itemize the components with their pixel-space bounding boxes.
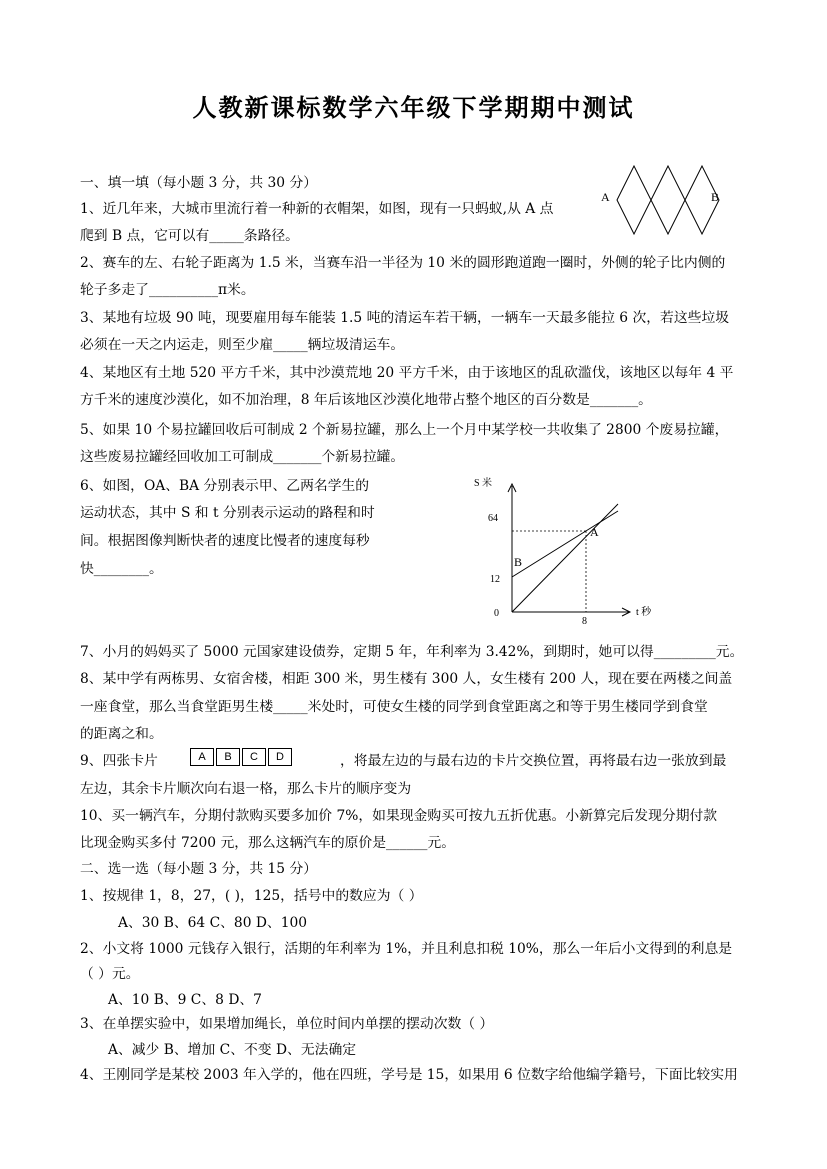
card-2: B [216, 748, 240, 766]
mc1-question: 1、按规律 1，8，27，( )，125，括号中的数应为（ ） [80, 888, 423, 904]
q8-line-1: 8、某中学有两栋男、女宿舍楼，相距 300 米，男生楼有 300 人，女生楼有 200 人，现在要在两楼之间盖 [80, 671, 733, 687]
q10-line-2: 比现金购买多付 7200 元，那么这辆汽车的原价是______元。 [80, 835, 456, 851]
line-oa [512, 504, 618, 612]
mc1-options: A、30 B、64 C、80 D、100 [118, 915, 308, 931]
point-a-label: A [601, 190, 610, 204]
q6-line-4: 快________。 [80, 561, 163, 577]
x-axis-label: t 秒 [636, 607, 652, 618]
y-tick-12: 12 [490, 574, 500, 585]
q2-line-1: 2、赛车的左、右轮子距离为 1.5 米，当赛车沿一半径为 10 米的圆形跑道跑一圈时，外侧的轮子比内侧的 [80, 255, 726, 271]
q3-line-1: 3、某地有垃圾 90 吨，现要雇用每车能装 1.5 吨的清运车若干辆，一辆车一天最多能拉 6 次，若这些垃圾 [80, 310, 730, 326]
rhombus-1 [617, 166, 651, 234]
rhombus-2 [651, 166, 685, 234]
q2-line-2: 轮子多走了__________π米。 [80, 282, 255, 298]
q6-line-1: 6、如图，OA、BA 分别表示甲、乙两名学生的 [80, 478, 370, 494]
q5-line-2: 这些废易拉罐经回收加工可制成_______个新易拉罐。 [80, 449, 405, 465]
mc2-options: A、10 B、9 C、8 D、7 [108, 992, 262, 1008]
mc4-question: 4、王刚同学是某校 2003 年入学的，他在四班，学号是 15，如果用 6 位数字给他编学籍号，下面比较实用 [80, 1067, 738, 1083]
q1-line-2: 爬到 B 点，它可以有_____条路径。 [80, 228, 299, 244]
section-1-heading: 一、填一填（每小题 3 分，共 30 分） [80, 175, 318, 191]
mc2-question-1: 2、小文将 1000 元钱存入银行，活期的年利率为 1%，并且利息扣税 10%，那么一年后小文得到的利息是 [80, 941, 733, 957]
point-a-label: A [590, 525, 599, 539]
q9-line-2: 左边，其余卡片顺次向右退一格，那么卡片的顺序变为 [80, 781, 412, 797]
q10-line-1: 10、买一辆汽车，分期付款购买要多加价 7%，如果现金购买可按九五折优惠。小新算完后发现分期付款 [80, 808, 718, 824]
motion-graph [470, 474, 670, 624]
line-ba [512, 511, 618, 577]
y-axis-label: S 米 [474, 478, 493, 489]
x-tick-8: 8 [582, 616, 587, 624]
point-b-label: B [514, 555, 523, 569]
q7-line: 7、小月的妈妈买了 5000 元国家建设债券，定期 5 年，年利率为 3.42%，到期时，她可以得_________元。 [80, 644, 744, 660]
q9-line-1b: ，将最左边的与最右边的卡片交换位置，再将最右边一张放到最 [340, 753, 727, 769]
mc3-question: 3、在单摆实验中，如果增加绳长，单位时间内单摆的摆动次数（ ） [80, 1016, 494, 1032]
mc2-question-2: （ ）元。 [80, 966, 140, 982]
q6-line-3: 间。根据图像判断快者的速度比慢者的速度每秒 [80, 533, 370, 549]
q5-line-1: 5、如果 10 个易拉罐回收后可制成 2 个新易拉罐，那么上一个月中某学校一共收集了 2800 个废易拉罐， [80, 422, 729, 438]
point-b-label: B [711, 190, 720, 204]
hat-rack-figure [595, 162, 730, 242]
card-3: C [242, 748, 266, 766]
card-4: D [268, 748, 292, 766]
card-row [190, 748, 294, 766]
q8-line-3: 的距离之和。 [80, 726, 163, 742]
origin-label: 0 [494, 608, 499, 619]
q6-line-2: 运动状态，其中 S 和 t 分别表示运动的路程和时 [80, 505, 375, 521]
card-1: A [190, 748, 214, 766]
y-tick-64: 64 [488, 513, 498, 524]
q9-line-1a: 9、四张卡片 [80, 753, 158, 769]
section-2-heading: 二、选一选（每小题 3 分，共 15 分） [80, 861, 318, 877]
q3-line-2: 必须在一天之内运走，则至少雇_____辆垃圾清运车。 [80, 337, 405, 353]
q1-line-1: 1、近几年来，大城市里流行着一种新的衣帽架，如图，现有一只蚂蚁,从 A 点 [80, 201, 554, 217]
mc3-options: A、减少 B、增加 C、不变 D、无法确定 [108, 1042, 357, 1058]
q4-line-1: 4、某地区有土地 520 平方千米，其中沙漠荒地 20 平方千米，由于该地区的乱砍滥伐，该地区以每年 4 平 [80, 365, 734, 381]
q8-line-2: 一座食堂，那么当食堂距男生楼_____米处时，可使女生楼的同学到食堂距离之和等于男生楼同学到食堂 [80, 699, 708, 715]
page-title: 人教新课标数学六年级下学期期中测试 [192, 93, 635, 122]
q4-line-2: 方千米的速度沙漠化，如不加治理，8 年后该地区沙漠化地带占整个地区的百分数是_______。 [80, 392, 652, 408]
